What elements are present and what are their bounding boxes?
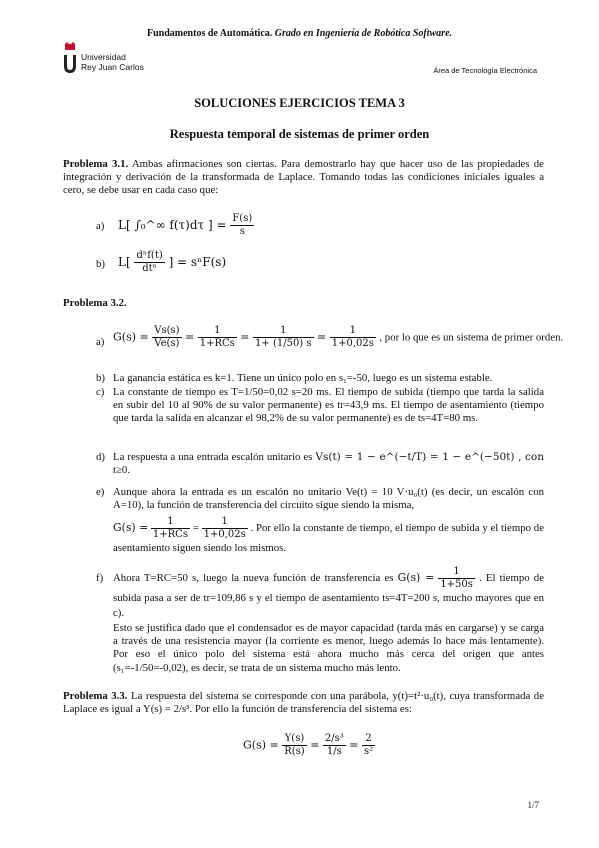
tf-tail: , por lo que es un sistema de primer orden.	[379, 331, 564, 344]
page-number: 1/7	[527, 800, 539, 810]
e-f1-den: 1+RCs	[152, 529, 188, 540]
p33-f2-num: 2/s³	[324, 733, 344, 744]
non-unit-step-text: Aunque ahora la entrada es un escalón no unitario Ve(t) = 10 V·u₀(t) (es decir, un escalón con A=10), la función de transferencia del circuito sigue siendo la misma,	[113, 486, 544, 512]
item-a-label: a)	[96, 220, 105, 232]
tf-f3-den: 1+ (1/50) s	[255, 338, 312, 349]
new-tf-text	[113, 566, 544, 621]
tf-lhs: G(s) =	[113, 330, 149, 344]
time-constant-text: La constante de tiempo es T=1/50=0,02 s=20 ms. El tiempo de subida (tiempo que tarda la salida en subir del 10 al 90% de su valor permanente) es tr=43,9 ms. El tiempo de asentamiento (tiempo que tarda la salida en alcanzar el 98,2% de su valor permanente) es de ts=4T=80 ms.	[113, 386, 544, 425]
derivative-rhs: ] = sⁿF(s)	[168, 255, 227, 269]
department-area: Área de Tecnología Electrónica	[433, 66, 537, 75]
urjc-logo-icon	[62, 42, 78, 76]
integral-num: F(s)	[232, 213, 253, 224]
step-response-expr: Vs(t) = 1 − e^(−t/T) = 1 − e^(−50t) , con	[315, 451, 544, 463]
item-e-label: e)	[96, 486, 105, 498]
derivative-lhs: L[	[118, 255, 131, 269]
tf-f2-den: 1+RCs	[199, 338, 235, 349]
step-response-text	[113, 451, 544, 477]
item-b-label: b)	[96, 258, 105, 270]
static-gain-text: La ganancia estática es k=1. Tiene un único polo en s₁=-50, luego es un sistema estable.	[113, 372, 493, 384]
p33-f3-den: s²	[364, 746, 374, 757]
p33-f1-den: R(s)	[284, 746, 305, 757]
f-den: 1+50s	[440, 579, 473, 590]
item-a-label: a)	[96, 336, 105, 348]
tf-f1-num: Vs(s)	[154, 325, 180, 336]
tf-f4-num: 1	[330, 325, 376, 338]
e-f2-den: 1+0,02s	[203, 529, 246, 540]
e-lhs: G(s) =	[113, 520, 149, 534]
e-f2-num: 1	[202, 516, 248, 529]
problem-3-1-heading: Problema 3.1.	[63, 158, 129, 170]
item-f-label: f)	[96, 572, 104, 584]
course-name: Fundamentos de Automática.	[146, 28, 273, 39]
tf-f1-den: Ve(s)	[154, 338, 180, 349]
integral-den: s	[239, 226, 245, 237]
degree-name: Grado en Ingeniería de Robótica Software.	[274, 28, 453, 39]
derivative-den: dtⁿ	[142, 263, 157, 274]
p33-f3-num: 2	[362, 733, 375, 746]
item-b-label: b)	[96, 372, 105, 384]
university-logo	[62, 42, 182, 78]
f-lhs: G(s) =	[397, 570, 435, 584]
university-name-line2: Rey Juan Carlos	[81, 62, 144, 72]
problem-3-3-heading: Problema 3.3.	[63, 690, 128, 702]
p33-lhs: G(s) =	[243, 738, 279, 752]
step-response-tail: t≥0.	[113, 464, 131, 477]
p33-f2-den: 1/s	[326, 746, 342, 757]
university-name-line1: Universidad	[81, 52, 126, 62]
derivative-property	[118, 250, 226, 275]
item-d-label: d)	[96, 451, 105, 463]
derivative-num: dⁿf(t)	[136, 250, 163, 261]
f-num: 1	[438, 566, 475, 579]
integral-property	[118, 213, 254, 238]
document-header	[0, 28, 599, 39]
f-text2: . El tiempo de subida pasa a ser de tr=109,86 s y el tiempo de asentamiento ts=4T=200 s, mucho mayores que en c).	[113, 571, 544, 619]
tf-f2-num: 1	[198, 325, 237, 338]
tf-f4-den: 1+0,02s	[331, 338, 374, 349]
problem-3-3-body: La respuesta del sistema se corresponde con una parábola, y(t)=t²·u₀(t), cuya transformada de Laplace es igual a Y(s) = 2/s³. Por ello la función de transferencia del sistema es:	[63, 690, 544, 716]
integral-lhs: L[ ∫₀^∞ f(τ)dτ ] =	[118, 218, 227, 232]
f-text1: Ahora T=RC=50 s, luego la nueva función de transferencia es	[113, 571, 394, 584]
page-subtitle: Respuesta temporal de sistemas de primer orden	[169, 127, 430, 141]
e-f1-num: 1	[151, 516, 190, 529]
problem-3-3-text	[63, 690, 544, 716]
problem-3-2-heading: Problema 3.2.	[63, 297, 127, 309]
item-c-label: c)	[96, 386, 105, 398]
tf-f3-num: 1	[253, 325, 314, 338]
parabola-transfer-function: G(s) = $\frac{Y(s)}{R(s)}$ = $\frac{\text{2/s³}}{1/s}$ = $\frac{2}{\text{s²}}$	[243, 733, 374, 757]
problem-3-1-body: Ambas afirmaciones son ciertas. Para demostrarlo hay que hacer uso de las propiedades de integración y derivación de la transformada de Laplace. Tomando todas las condiciones iniciales iguales a cero, se debe usar en cada caso que:	[63, 158, 544, 197]
p33-f1-num: Y(s)	[282, 733, 306, 746]
slow-system-justification: Esto se justifica dado que el condensador es de mayor capacidad (tarda más en cargarse) y se carga a través de una resistencia mayor (la corriente es menor, luego además lo hace más lentamente). Por eso el único polo del sistema está ahora mucho más cerca del origen que antes (s₁=-1/50=-0,02), es decir, se trata de un sistema mucho más lento.	[113, 622, 544, 674]
page-title: SOLUCIONES EJERCICIOS TEMA 3	[194, 96, 405, 110]
e-text2: . Por ello la constante de tiempo, el tiempo de subida y el tiempo de asentamiento siguen siendo los mismos.	[113, 521, 544, 554]
step-response-intro: La respuesta a una entrada escalón unitario es	[113, 451, 313, 463]
non-unit-step-tf: G(s) = $\frac{1}{\text{1+RCs}}$ = $\frac{1}{1+0,02s}$ . Por ello la constante de tiempo, el tiempo de subida y el tiempo de asentamiento siguen siendo los mismos.	[113, 516, 544, 554]
transfer-function-rc: G(s) = $\frac{Vs(s)}{Ve(s)}$ = $\frac{1}{\text{1+RCs}}$ = $\frac{1}{1+ (1/50) s}$ = $\frac{1}{1+0,02s}$ , por lo que es un sistema de primer orden.	[113, 325, 564, 349]
problem-3-1-text	[63, 158, 544, 198]
